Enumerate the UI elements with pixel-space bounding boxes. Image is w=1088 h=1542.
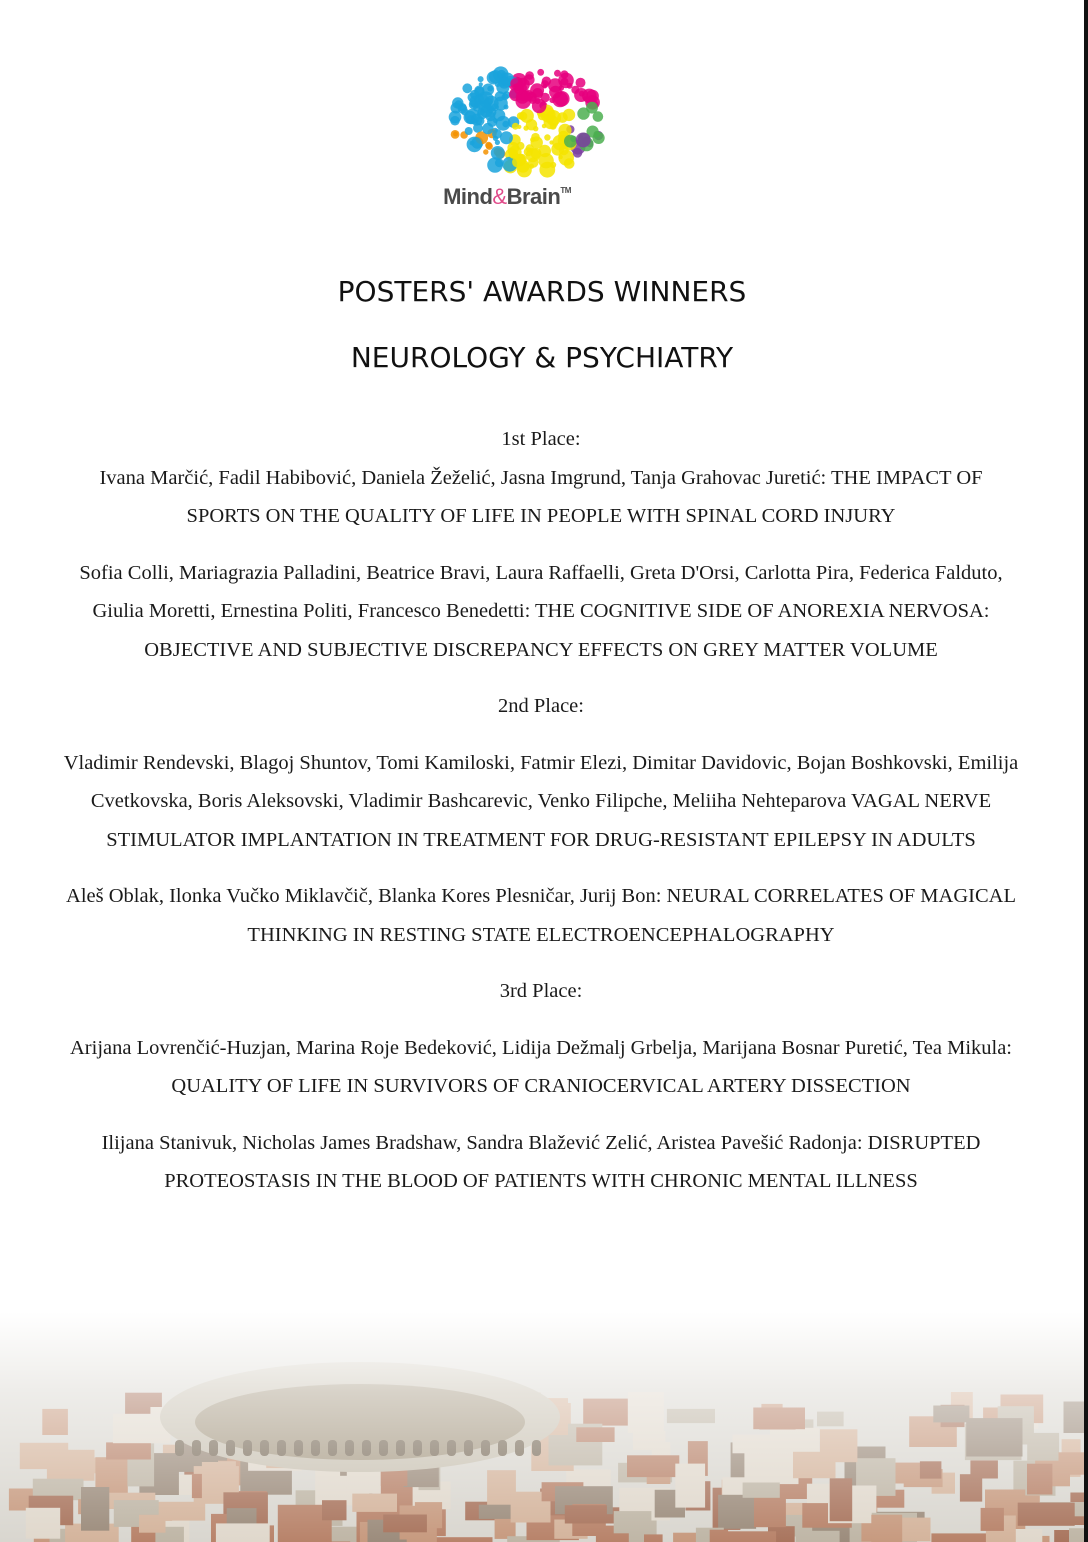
brain-circles-icon: [440, 62, 615, 180]
place-heading-1st: 1st Place:: [501, 428, 581, 450]
city-amphitheatre-photo: [0, 1312, 1084, 1542]
page-subtitle: NEUROLOGY & PSYCHIATRY: [350, 341, 734, 374]
award-entry: Ivana Marčić, Fadil Habibović, Daniela Žeželić, Jasna Imgrund, Tanja Grahovac Juretić: THE IMPACT OF SPORTS ON THE QUALITY OF LIFE IN PEOPLE WITH SPINAL CORD INJURY: [99, 466, 983, 527]
award-entry: Ilijana Stanivuk, Nicholas James Bradshaw, Sandra Blažević Zelić, Aristea Pavešić Radonja: DISRUPTED PROTEOSTASIS IN THE BLOOD OF PATIENTS WITH CHRONIC MENTAL ILLNESS: [101, 1131, 981, 1192]
page-title: POSTERS' AWARDS WINNERS: [337, 275, 747, 308]
mind-and-brain-logo: [432, 62, 622, 212]
winners-list: [60, 420, 1022, 1201]
logo-wordmark: Mind&Brain™: [443, 184, 571, 209]
award-entry: Arijana Lovrenčić-Huzjan, Marina Roje Bedeković, Lidija Dežmalj Grbelja, Marijana Bosnar Puretić, Tea Mikula: QUALITY OF LIFE IN SURVIVORS OF CRANIOCERVICAL ARTERY DISSECTION: [70, 1036, 1012, 1097]
award-entry: Vladimir Rendevski, Blagoj Shuntov, Tomi Kamiloski, Fatmir Elezi, Dimitar Davidovic, Bojan Boshkovski, Emilija Cvetkovska, Boris Aleksovski, Vladimir Bashcarevic, Venko Filipche, Meliiha Nehteparova VAGAL NERVE STIMULATOR IMPLANTATION IN TREATMENT FOR DRUG-RESISTANT EPILEPSY IN ADULTS: [63, 751, 1019, 851]
place-heading-3rd: 3rd Place:: [499, 980, 583, 1002]
award-entry: Aleš Oblak, Ilonka Vučko Miklavčič, Blanka Kores Plesničar, Jurij Bon: NEURAL CORRELATES OF MAGICAL THINKING IN RESTING STATE ELECTROENCEPHALOGRAPHY: [66, 885, 1016, 946]
award-entry: Sofia Colli, Mariagrazia Palladini, Beatrice Bravi, Laura Raffaelli, Greta D'Orsi, Carlotta Pira, Federica Falduto, Giulia Moretti, Ernestina Politi, Francesco Benedetti: THE COGNITIVE SIDE OF ANOREXIA NERVOSA: OBJECTIVE AND SUBJECTIVE DISCREPANCY EFFECTS ON GREY MATTER VOLUME: [79, 561, 1003, 661]
place-heading-2nd: 2nd Place:: [498, 695, 584, 717]
